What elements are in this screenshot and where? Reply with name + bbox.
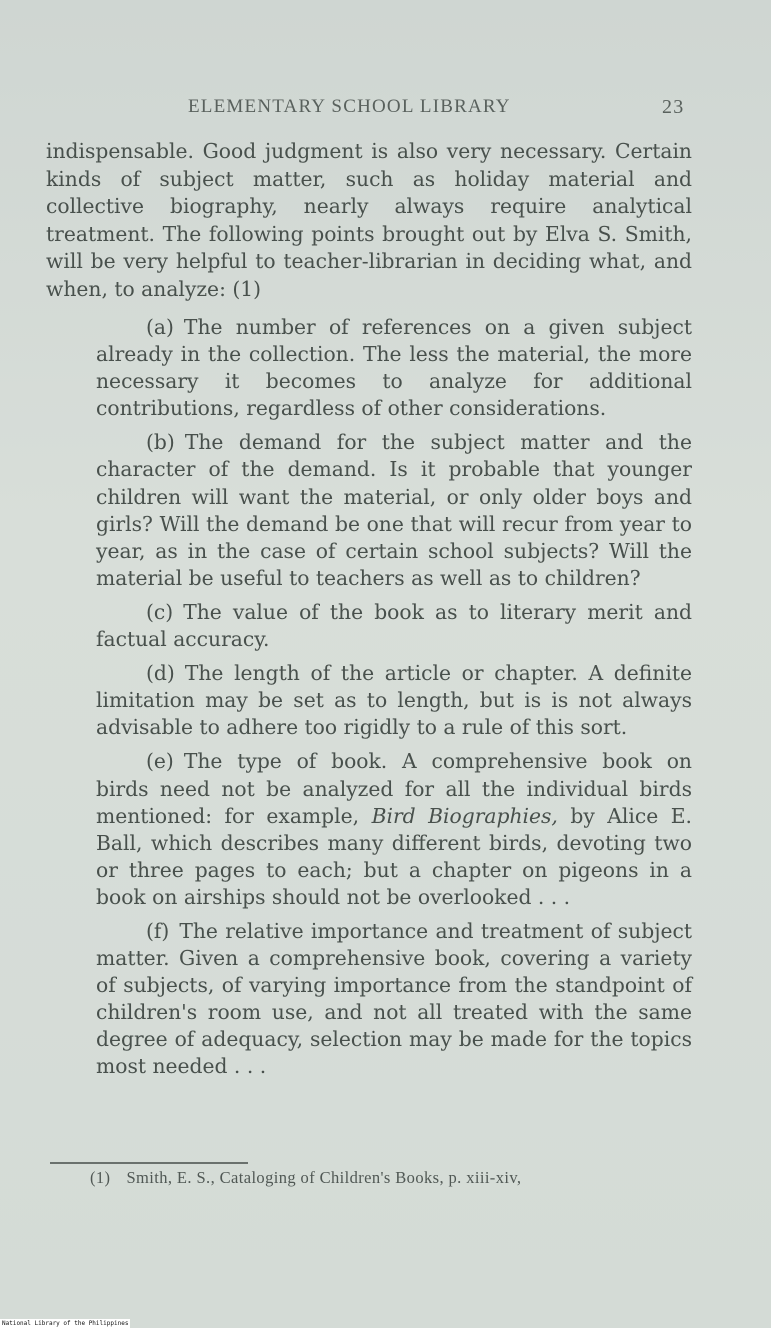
- item-label: (c): [146, 599, 174, 624]
- intro-paragraph: indispensable. Good judgment is also very necessary. Certain kinds of subject matter, such as holiday material and collective biography, nearly always require analytical treatment. The following points brought out by Elva S. Smith, will be very helpful to teacher-librarian in deciding what, and when, to analyze: (1): [46, 139, 692, 301]
- running-head: ELEMENTARY SCHOOL LIBRARY: [188, 96, 511, 117]
- library-stamp: National Library of the Philippines: [2, 1320, 129, 1327]
- item-label: (d): [146, 661, 175, 686]
- criteria-list: [96, 314, 692, 1088]
- footnote-number: (1): [90, 1168, 111, 1187]
- item-label: (b): [146, 430, 175, 455]
- footnote-text: Smith, E. S., Cataloging of Children's Books, p. xiii-xiv,: [126, 1168, 522, 1187]
- item-text: The number of references on a given subject already in the collection. The less the material, the more necessary it becomes to analyze for additional contributions, regardless of other considerations.: [96, 315, 692, 421]
- item-text-continued: by Alice E. Ball, which describes many different birds, devoting two or three pages to each; but a chapter on pigeons in a book on airships should not be overlooked . . .: [96, 803, 692, 909]
- list-item: [96, 429, 692, 592]
- footnote: [90, 1168, 521, 1188]
- item-text: The value of the book as to literary merit and factual accuracy.: [96, 599, 692, 652]
- item-text: The type of book. A comprehensive book on birds need not be analyzed for all the individual birds mentioned: for example,: [96, 749, 692, 828]
- list-item: [96, 748, 692, 911]
- list-item: [96, 599, 692, 653]
- book-title: Bird Biographies,: [371, 803, 558, 828]
- item-text: The length of the article or chapter. A definite limitation may be set as to length, but is is not always advisable to adhere too rigidly to a rule of this sort.: [96, 661, 692, 740]
- footnote-divider: [50, 1162, 248, 1164]
- item-text: The demand for the subject matter and the character of the demand. Is it probable that younger children will want the material, or only older boys and girls? Will the demand be one that will recur from year to year, as in the case of certain school subjects? Will the material be useful to teachers as well as to children?: [96, 430, 692, 590]
- item-label: (e): [146, 749, 174, 774]
- list-item: [96, 314, 692, 422]
- item-label: (a): [146, 315, 174, 339]
- page-header: [0, 96, 771, 120]
- list-item: [96, 660, 692, 741]
- item-label: (f): [146, 918, 170, 943]
- item-text: The relative importance and treatment of subject matter. Given a comprehensive book, covering a variety of subjects, of varying importance from the standpoint of children's room use, and not all treated with the same degree of adequacy, selection may be made for the topics most needed . . .: [96, 918, 692, 1079]
- list-item: [96, 918, 692, 1081]
- page-number: 23: [662, 96, 685, 118]
